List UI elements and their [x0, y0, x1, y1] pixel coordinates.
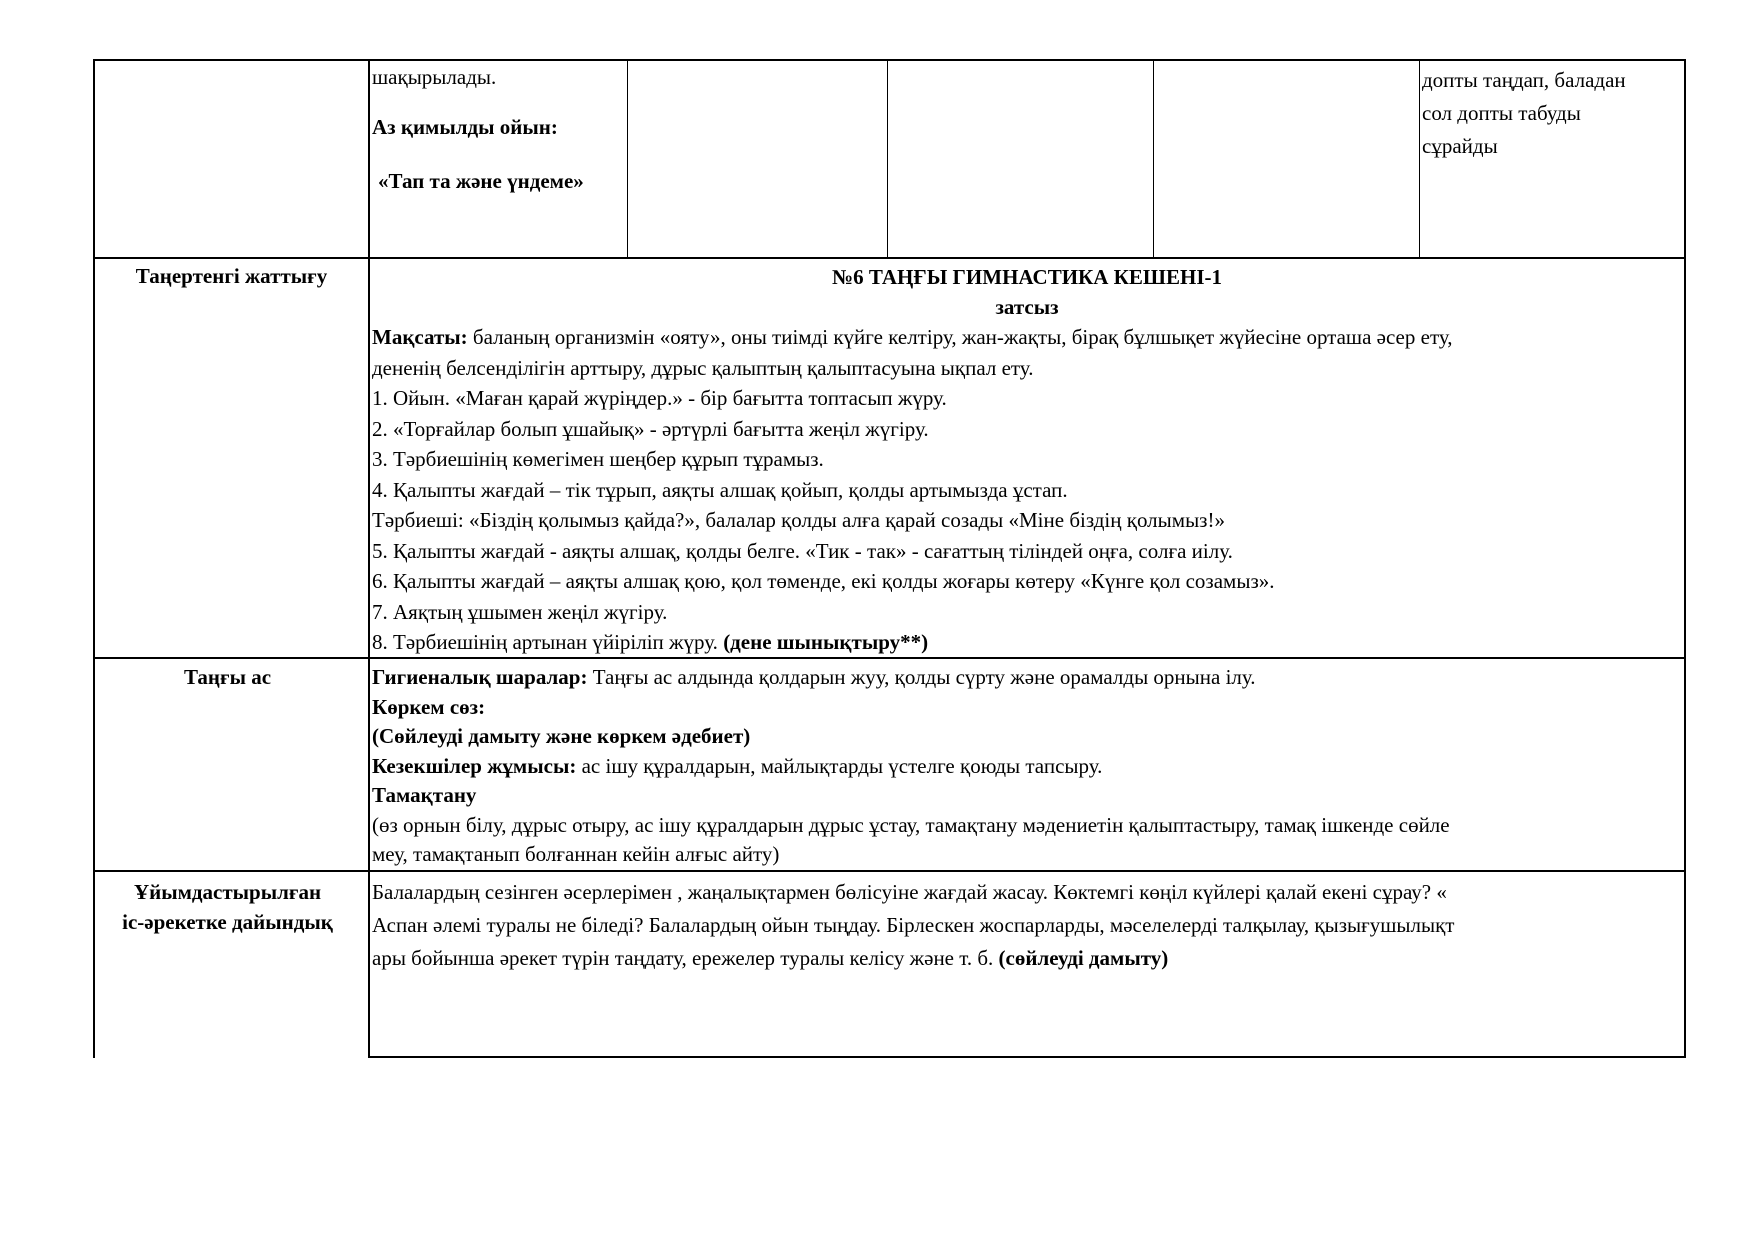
row4-subject: (сөйлеуді дамыту) — [998, 946, 1169, 970]
row2-content — [372, 262, 1682, 658]
goal-text-1: баланың организмін «ояту», оны тиімді күйге келтіру, жан-жақты, бірақ бұлшықет жүйесіне орташа әсер ету, — [467, 325, 1453, 349]
row-border-3 — [93, 870, 1686, 872]
row4-text-3 — [372, 942, 1682, 975]
table-border-right — [1684, 59, 1686, 1058]
row4-label — [95, 877, 360, 937]
row1-col6-cell — [1422, 64, 1682, 163]
goal-text-2: дененің белсенділігін арттыру, дұрыс қалыптың қалыптасуына ықпал ету. — [372, 355, 1034, 380]
exercise-item: 3. Тәрбиешінің көмегімен шеңбер құрып тұрамыз. — [372, 447, 824, 471]
exercise-subtitle: затсыз — [995, 295, 1059, 319]
goal-label: Мақсаты: — [372, 325, 468, 349]
eating-text-1: (өз орнын білу, дұрыс отыру, ас ішу құралдарын дұрыс ұстау, тамақтану мәдениетін қалыптастыру, тамақ ішкенде сөйле — [372, 812, 1450, 837]
row4-text-2: Аспан әлемі туралы не біледі? Балалардың ойын тыңдау. Бірлескен жоспарларды, мәселелерді талқылау, қызығушылықт — [372, 913, 1455, 937]
row1-divider-4 — [1153, 59, 1154, 259]
exercise-item: 2. «Торғайлар болып ұшайық» - әртүрлі бағытта жеңіл жүгіру. — [372, 416, 929, 441]
row1-col6-line2: сол допты табуды — [1422, 101, 1581, 125]
row4-content — [372, 876, 1682, 975]
duty-label: Кезекшілер жұмысы: — [372, 753, 577, 778]
last-item-subject: (дене шынықтыру**) — [723, 630, 929, 654]
row2-label: Таңертенгі жаттығу — [135, 264, 328, 288]
exercise-item: 4. Қалыпты жағдай – тік тұрып, аяқты алшақ қойып, қолды артымызда ұстап. — [372, 477, 1068, 502]
row3-label: Таңғы ас — [183, 665, 272, 689]
exercise-goal — [372, 322, 1682, 353]
exercise-item: 1. Ойын. «Маған қарай жүріңдер.» - бір бағытта топтасып жүру. — [372, 386, 947, 410]
row4-label-line1: Ұйымдастырылған — [133, 880, 322, 904]
label-column-divider — [368, 59, 370, 1058]
table-border-top — [93, 59, 1686, 61]
row1-divider-2 — [627, 59, 628, 259]
art-word-label: Көркем сөз: — [372, 694, 486, 719]
row1-game-name: «Тап та және үндеме» — [378, 169, 584, 193]
row4-text-3-main: ары бойынша әрекет түрін таңдату, ережелер туралы келісу және т. б. — [372, 946, 999, 970]
exercise-item: 7. Аяқтың ұшымен жеңіл жүгіру. — [372, 599, 668, 624]
eating-label: Тамақтану — [372, 783, 477, 807]
exercise-item: 6. Қалыпты жағдай – аяқты алшақ қою, қол төменде, екі қолды жоғары көтеру «Күнге қол созамыз». — [372, 569, 1275, 593]
exercise-title: №6 ТАҢҒЫ ГИМНАСТИКА КЕШЕНІ-1 — [832, 265, 1222, 289]
row4-text-1: Балалардың сезінген әсерлерімен , жаңалықтармен бөлісуіне жағдай жасау. Көктемгі көңіл күйлері қалай екені сұрау? « — [372, 880, 1447, 904]
last-item-text: 8. Тәрбиешінің артынан үйіріліп жүру. — [372, 630, 724, 654]
eating-text-2: меу, тамақтанып болғаннан кейін алғыс айту) — [372, 842, 780, 866]
row4-label-line2: іс-әрекетке дайындық — [122, 910, 333, 934]
row1-col2-text: шақырылады. — [372, 65, 497, 89]
art-area-label: (Сөйлеуді дамыту және көркем әдебиет) — [372, 724, 751, 748]
row1-col6-line1: допты таңдап, баладан — [1422, 68, 1626, 92]
exercise-item: Тәрбиеші: «Біздің қолымыз қайда?», балалар қолды алға қарай созады «Міне біздің қолымыз!» — [372, 508, 1225, 532]
duty-text: ас ішу құралдарын, майлықтарды үстелге қоюды тапсыру. — [576, 753, 1103, 778]
row1-col2-cell — [372, 64, 626, 194]
row1-divider-3 — [887, 59, 888, 259]
table-border-bottom — [368, 1056, 1686, 1058]
hygiene-line — [372, 663, 1682, 693]
exercise-item: 5. Қалыпты жағдай - аяқты алшақ, қолды белге. «Тик - так» - сағаттың тіліндей оңға, солға иілу. — [372, 538, 1233, 563]
hygiene-label: Гигиеналық шаралар: — [372, 665, 588, 689]
row1-divider-5 — [1419, 59, 1420, 259]
row-border-1 — [93, 257, 1686, 259]
row1-col6-line3: сұрайды — [1422, 134, 1498, 158]
row1-game-label: Аз қимылды ойын: — [372, 115, 558, 139]
row3-content — [372, 663, 1682, 870]
exercise-item-last — [372, 627, 1682, 658]
duty-line — [372, 752, 1682, 782]
hygiene-text: Таңғы ас алдында қолдарын жуу, қолды сүрту және орамалды орнына ілу. — [587, 665, 1256, 689]
